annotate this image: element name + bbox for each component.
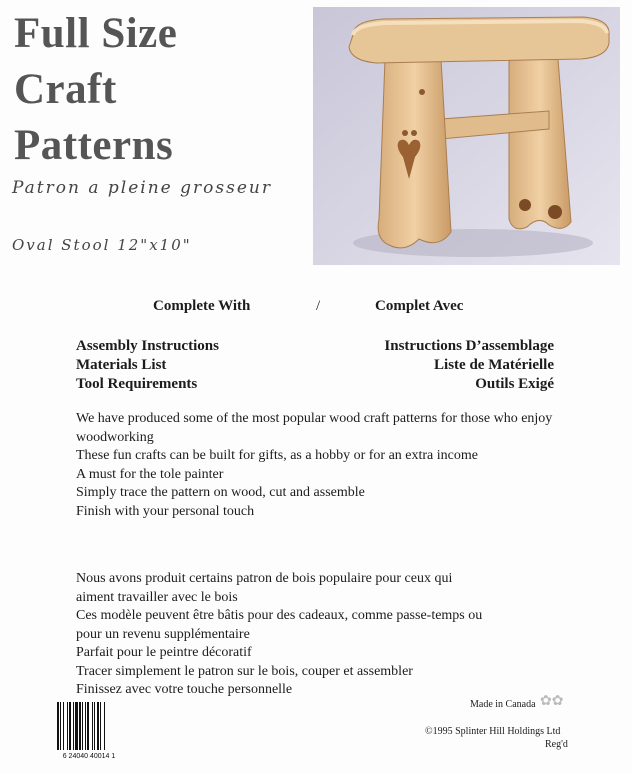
description-line: Tracer simplement le patron sur le bois, couper et assembler	[76, 663, 413, 679]
title-line-2: Craft	[14, 66, 117, 113]
description-line: Ces modèle peuvent être bâtis pour des cadeaux, comme passe-temps ou	[76, 608, 483, 623]
complete-with-fr: Complet Avec	[375, 298, 464, 314]
description-line: These fun crafts can be built for gifts, as a hobby or for an extra income	[76, 448, 478, 463]
description-fr	[76, 570, 586, 700]
made-in-canada: Made in Canada	[470, 699, 536, 710]
description-line: Nous avons produit certains patron de bois populaire pour ceux qui	[76, 571, 453, 586]
description-line: Simply trace the pattern on wood, cut and assemble	[76, 485, 365, 500]
slash-divider: /	[316, 298, 321, 314]
features-fr	[384, 337, 554, 394]
complete-with-en: Complete With	[153, 298, 251, 314]
description-line: Finissez avec votre touche personnelle	[76, 682, 293, 697]
barcode	[53, 702, 125, 760]
description-line: A must for the tole painter	[76, 466, 224, 482]
barcode-number: 6 24040 40014 1	[62, 753, 116, 760]
description-line: We have produced some of the most popular wood craft patterns for those who enjoy woodworking	[76, 411, 553, 445]
maple-leaf-icon: ✿✿	[540, 694, 564, 709]
title-line-1: Full Size	[14, 10, 178, 57]
stool-photo	[313, 7, 620, 265]
registered: Reg'd	[545, 739, 568, 750]
feature-item: Liste de Matérielle	[434, 357, 554, 373]
french-subtitle: Patron a pleine grosseur	[12, 178, 272, 198]
features-en	[76, 337, 219, 394]
feature-item: Assembly Instructions	[76, 338, 219, 354]
product-name: Oval Stool 12"x10"	[12, 236, 192, 254]
page-title	[14, 6, 177, 174]
description-line: pour un revenu supplémentaire	[76, 626, 250, 642]
feature-item: Materials List	[76, 357, 167, 373]
title-line-3: Patterns	[14, 122, 174, 169]
feature-item: Instructions D’assemblage	[384, 338, 554, 354]
description-line: Finish with your personal touch	[76, 503, 255, 519]
description-line: Parfait pour le peintre décoratif	[76, 645, 252, 660]
feature-item: Outils Exigé	[475, 376, 554, 392]
description-line: aiment travailler avec le bois	[76, 589, 238, 605]
description-en	[76, 410, 586, 521]
copyright: ©1995 Splinter Hill Holdings Ltd	[425, 726, 561, 737]
feature-item: Tool Requirements	[76, 376, 198, 392]
